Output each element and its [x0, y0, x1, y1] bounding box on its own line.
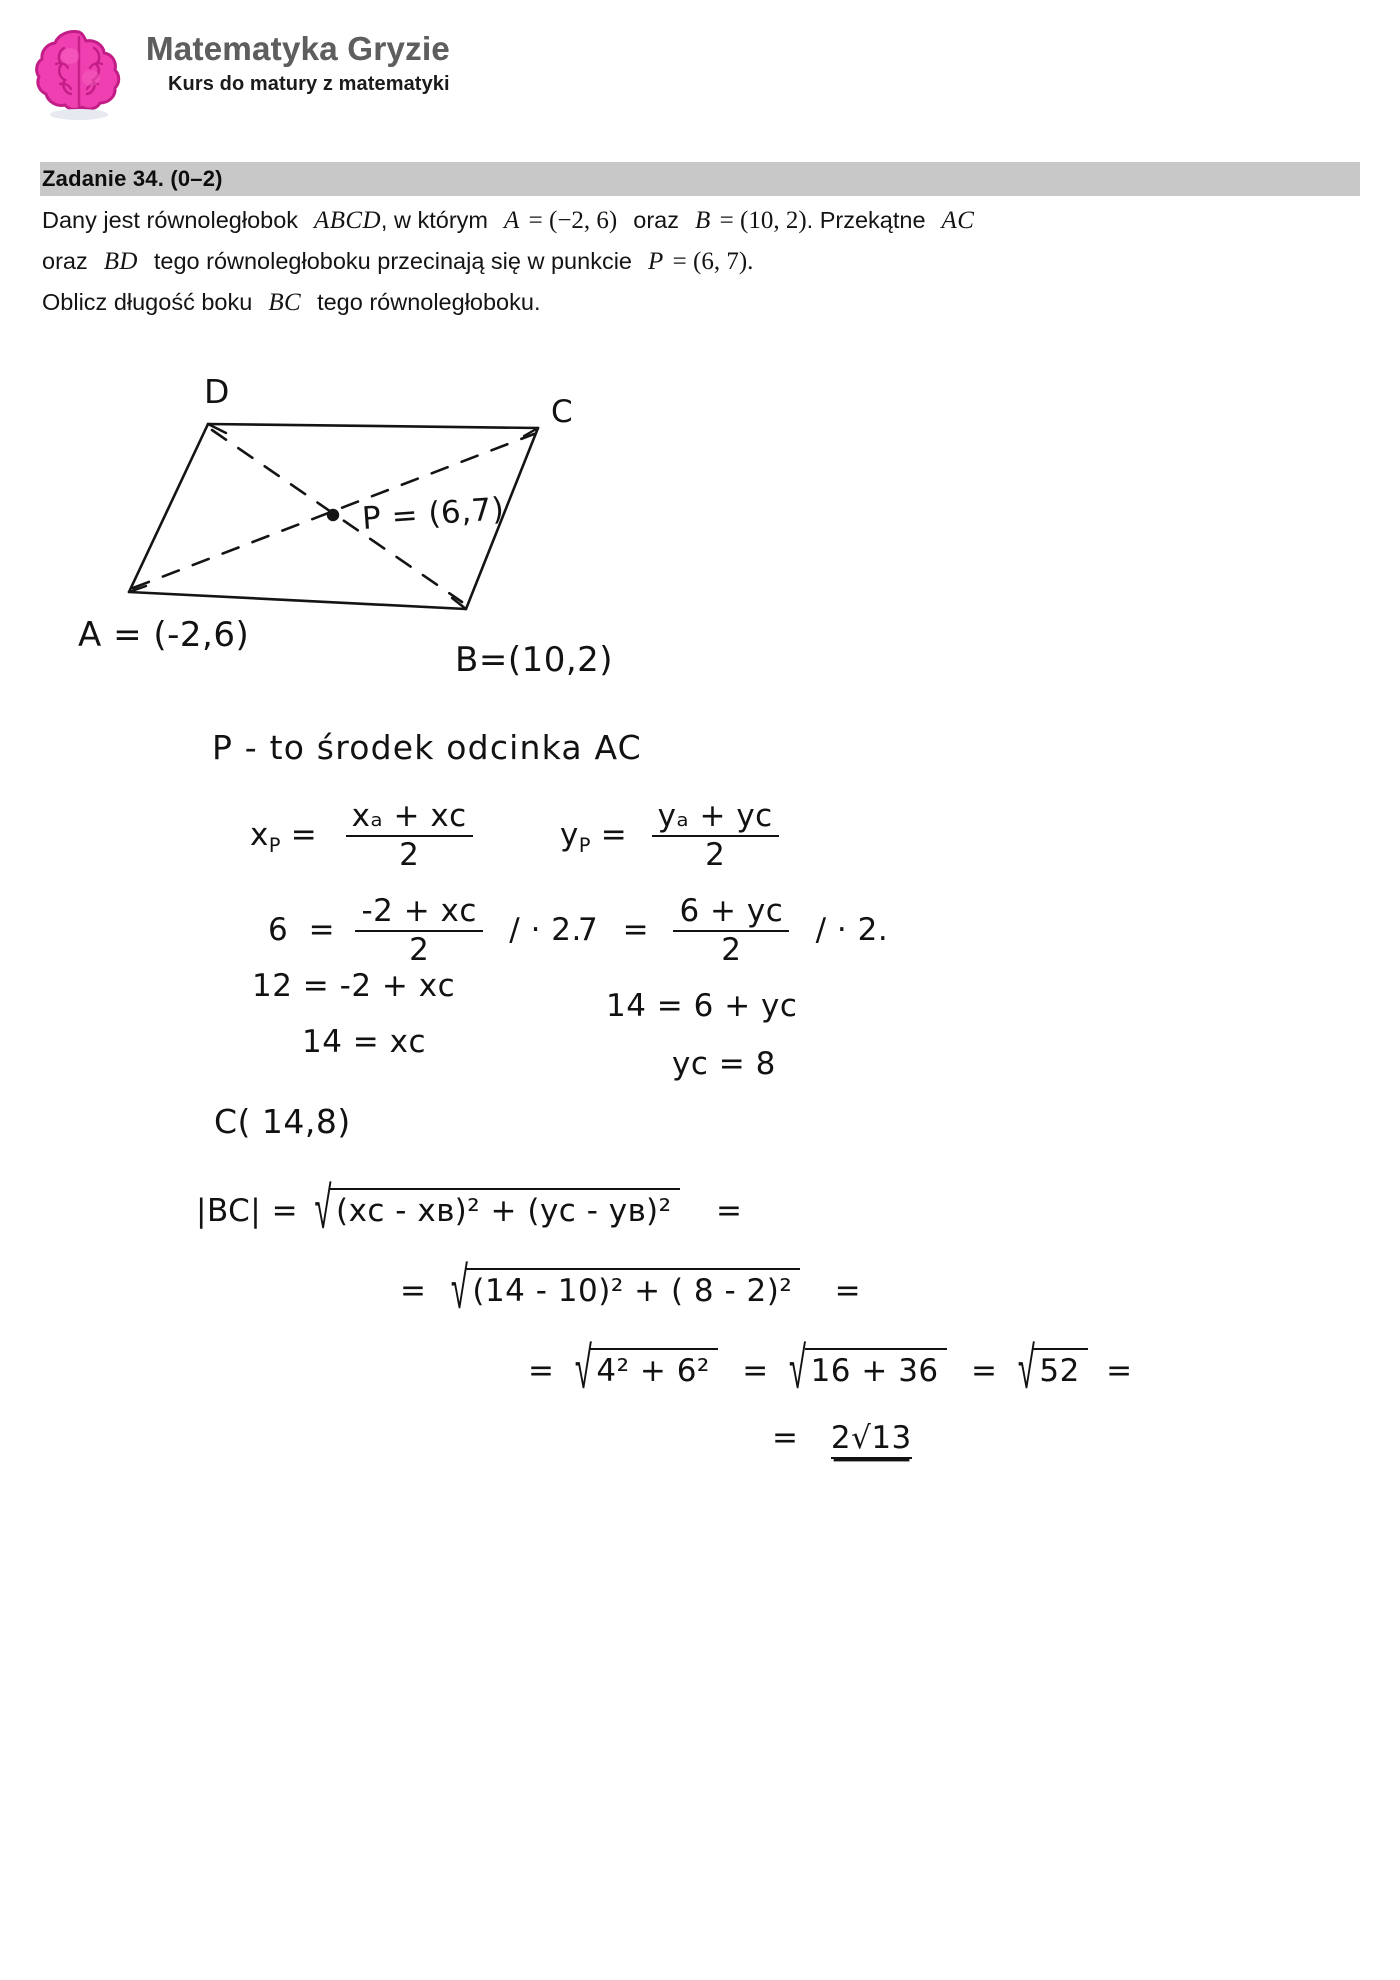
radical-sign-2: √ — [450, 1254, 469, 1324]
label-A: A = (-2,6) — [78, 615, 250, 655]
diagonal-AC — [133, 434, 534, 588]
radical-sign-1: √ — [314, 1174, 332, 1244]
xp-fraction — [346, 800, 473, 873]
y-step3: yᴄ = 8 — [672, 1046, 776, 1082]
x-step1-op: / · 2. — [509, 911, 582, 948]
task-band-background — [40, 162, 1360, 196]
statement-line-1: Dany jest równoległobok ABCD, w którym A = (−2, 6) oraz B = (10, 2). Przekątne AC — [42, 207, 975, 234]
radical-sign-4: √ — [789, 1334, 807, 1404]
brain-icon — [34, 26, 124, 126]
x-step1-lhs: 6 — [268, 911, 289, 948]
side-CB — [466, 428, 538, 609]
side-BA — [129, 592, 466, 609]
site-title: Matematyka Gryzie — [146, 30, 451, 67]
final-answer-text: 2√13 — [830, 1420, 912, 1456]
side-AD — [129, 424, 208, 592]
diagonal-DB — [212, 430, 462, 602]
solution-heading: P - to środek odcinka AC — [212, 728, 642, 767]
yp-formula — [560, 800, 779, 873]
y-step1-fraction — [673, 895, 789, 968]
radicand-2: (14 - 10)² + ( 8 - 2)² — [466, 1268, 800, 1309]
y-step1-op: / · 2. — [815, 911, 889, 948]
site-subtitle: Kurs do matury z matematyki — [168, 72, 450, 95]
radicand-5: 52 — [1033, 1348, 1087, 1389]
y-step1-numerator: 6 + yᴄ — [679, 893, 784, 929]
distance-lhs: |BC| = — [196, 1193, 299, 1229]
yp-numerator: yₐ + yᴄ — [657, 798, 773, 834]
radicand-3: 4² + 6² — [590, 1348, 717, 1389]
statement-line-2: oraz BD tego równoległoboku przecinają się w punkcie P = (6, 7). — [42, 248, 754, 275]
yp-fraction — [652, 800, 779, 873]
radical-sign-3: √ — [574, 1334, 593, 1404]
xp-lhs: $x_P$ = — [250, 816, 318, 858]
radicand-4: 16 + 36 — [805, 1348, 947, 1389]
xp-formula — [250, 800, 473, 873]
distance-line-3: = √ 4² + 6² = √ 16 + 36 = √ 52 = — [528, 1334, 1133, 1404]
x-step1-fraction — [355, 895, 482, 968]
logo-shadow — [50, 109, 108, 120]
site-header — [0, 0, 1400, 150]
side-DC — [208, 424, 538, 428]
x-step3: 14 = xᴄ — [302, 1024, 427, 1060]
radicand-1: (xᴄ - xʙ)² + (yᴄ - yʙ)² — [330, 1188, 680, 1229]
y-step1: 7 = $\frac{\text{6 + yᴄ}}{2}$ / · 2. — [578, 893, 889, 969]
distance-line-1 — [196, 1174, 743, 1244]
task-number-label: Zadanie 34. (0–2) — [42, 166, 223, 191]
label-B: B=(10,2) — [455, 640, 614, 680]
label-D: D — [204, 372, 230, 411]
distance-line-2: = √ (14 - 10)² + ( 8 - 2)² = — [400, 1254, 862, 1324]
x-step2: 12 = -2 + xᴄ — [252, 968, 456, 1004]
x-step1-numerator: -2 + xᴄ — [361, 893, 477, 929]
final-answer — [831, 1420, 912, 1459]
xp-numerator: xₐ + xᴄ — [351, 798, 467, 834]
label-P: P = (6,7) — [360, 491, 506, 537]
distance-eq-2: = — [834, 1273, 862, 1309]
final-result-line: = 2√13 — [772, 1420, 912, 1456]
x-step1-denominator: 2 — [409, 932, 430, 969]
y-step1-lhs: 7 — [578, 911, 599, 948]
yp-denominator: 2 — [705, 837, 726, 874]
problem-statement — [42, 200, 1362, 323]
distance-eq-1: = — [715, 1193, 743, 1229]
label-C: C — [551, 394, 574, 430]
point-P-dot — [327, 509, 339, 521]
y-step1-denominator: 2 — [721, 932, 742, 969]
radical-sign-5: √ — [1017, 1334, 1036, 1404]
statement-line-3: Oblicz długość boku BC tego równoległoboku. — [42, 289, 541, 316]
y-step2: 14 = 6 + yᴄ — [606, 988, 798, 1024]
point-c-result: C( 14,8) — [214, 1102, 351, 1141]
x-step1: 6 = $\frac{\text{-2 + xᴄ}}{2}$ / · 2. — [268, 893, 582, 969]
xp-denominator: 2 — [399, 837, 420, 874]
yp-lhs: $y_P$ = — [560, 816, 628, 858]
